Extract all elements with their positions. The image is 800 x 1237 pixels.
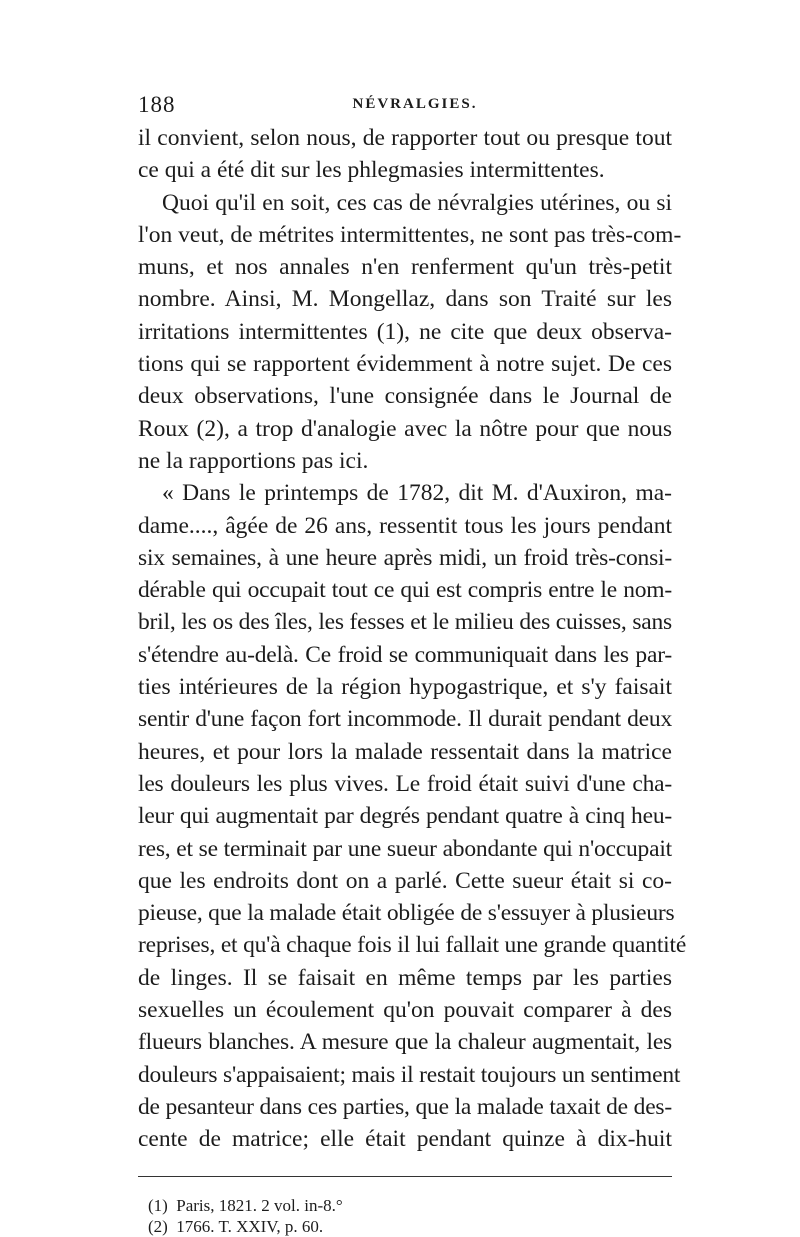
text-line: que les endroits dont on a parlé. Cette sueur était si co- — [138, 867, 672, 894]
text-line: heures, et pour lors la malade ressentait dans la matrice — [138, 738, 672, 765]
footnotes — [138, 1195, 672, 1237]
text-line: ne la rapportions pas ici. — [138, 447, 369, 474]
text-line: sexuelles un écoulement qu'on pouvait comparer à des — [138, 997, 672, 1024]
running-title: NÉVRALGIES. — [352, 96, 478, 112]
text-line: ties intérieures de la région hypogastrique, et s'y faisait — [138, 674, 672, 701]
footnote-marker: (2) — [148, 1216, 168, 1236]
text-line: douleurs s'appaisaient; mais il restait toujours un sentiment — [138, 1061, 681, 1088]
text-line: dérable qui occupait tout ce qui est compris entre le nom- — [138, 577, 672, 604]
footnote — [148, 1195, 672, 1216]
text-line: dame...., âgée de 26 ans, ressentit tous les jours pendant — [138, 512, 672, 539]
text-line: irritations intermittentes (1), ne cite que deux observa- — [138, 318, 672, 345]
text-line: res, et se terminait par une sueur abondante qui n'occupait — [138, 835, 672, 862]
footnote — [148, 1216, 672, 1237]
text-line: de pesanteur dans ces parties, que la malade taxait de des- — [138, 1093, 672, 1120]
text-line: leur qui augmentait par degrés pendant quatre à cinq heu- — [138, 803, 672, 830]
footnote-text: 1766. T. XXIV, p. 60. — [176, 1216, 324, 1236]
body-text — [138, 122, 687, 1156]
footnote-text: Paris, 1821. 2 vol. in-8.° — [176, 1195, 343, 1215]
text-line: pieuse, que la malade était obligée de s'essuyer à plusieurs — [138, 900, 675, 927]
text-line: cente de matrice; elle était pendant quinze à dix-huit — [138, 1126, 672, 1153]
page-number: 188 — [138, 92, 176, 117]
text-line: bril, les os des îles, les fesses et le milieu des cuisses, sans — [138, 609, 672, 636]
text-line: s'étendre au-delà. Ce froid se communiquait dans les par- — [138, 641, 672, 668]
text-line: reprises, et qu'à chaque fois il lui fallait une grande quantité — [138, 932, 687, 959]
paragraph-first-line: « Dans le printemps de 1782, dit M. d'Auxiron, ma- — [162, 480, 672, 507]
text-line: il convient, selon nous, de rapporter tout ou presque tout — [138, 125, 672, 151]
text-line: les douleurs les plus vives. Le froid était suivi d'une cha- — [138, 770, 672, 797]
text-line: l'on veut, de métrites intermittentes, ne sont pas très-com- — [138, 221, 682, 248]
footnote-marker: (1) — [148, 1195, 168, 1215]
book-page — [138, 92, 687, 1237]
text-line: deux observations, l'une consignée dans le Journal de — [138, 383, 672, 410]
text-line: muns, et nos annales n'en renferment qu'un très-petit — [138, 254, 672, 281]
text-line: flueurs blanches. A mesure que la chaleur augmentait, les — [138, 1029, 672, 1056]
text-line: tions qui se rapportent évidemment à notre sujet. De ces — [138, 351, 672, 378]
text-line: de linges. Il se faisait en même temps par les parties — [138, 964, 672, 991]
text-line: nombre. Ainsi, M. Mongellaz, dans son Traité sur les — [138, 286, 672, 313]
footnote-rule — [138, 1176, 672, 1177]
text-line: six semaines, à une heure après midi, un froid très-consi- — [138, 544, 672, 571]
text-line: Roux (2), a trop d'analogie avec la nôtre pour que nous — [138, 415, 672, 442]
text-line: sentir d'une façon fort incommode. Il durait pendant deux — [138, 706, 672, 733]
paragraph-first-line: Quoi qu'il en soit, ces cas de névralgies utérines, ou si — [162, 189, 672, 216]
running-head — [138, 92, 672, 120]
text-line: ce qui a été dit sur les phlegmasies intermittentes. — [138, 157, 605, 184]
